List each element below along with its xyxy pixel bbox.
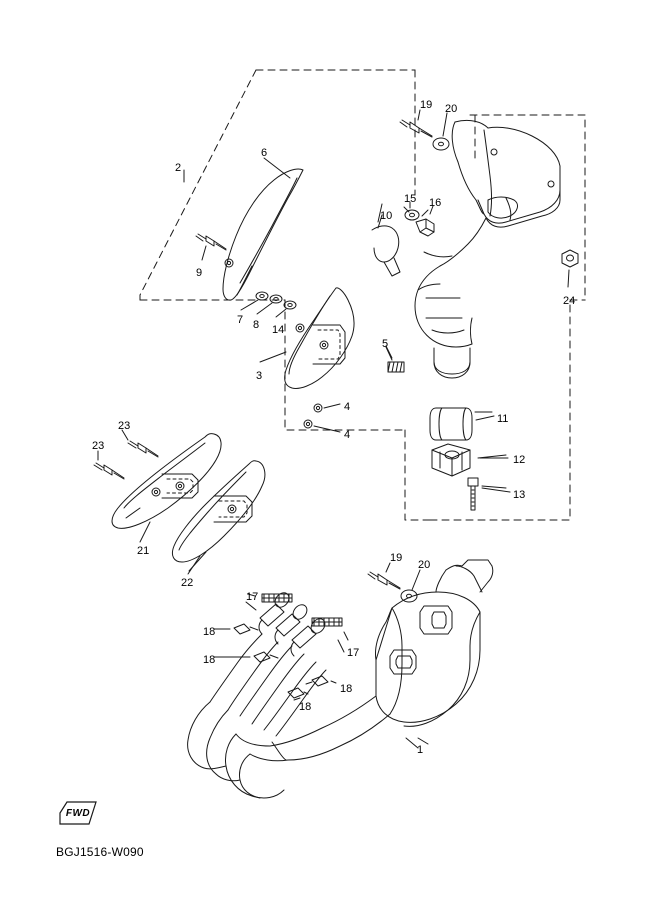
part-code-label: BGJ1516-W090 (56, 845, 144, 859)
fwd-badge (58, 800, 98, 826)
callout-number-11: 11 (497, 413, 509, 425)
callout-number-15: 15 (404, 193, 417, 205)
callout-number-14: 14 (272, 324, 285, 336)
part-1-exhaust-system (188, 560, 493, 798)
part-6-upper-cover (223, 169, 303, 300)
part-13-bolt (468, 478, 506, 510)
part-9-bolt (196, 234, 226, 250)
part-17-springs (246, 591, 348, 640)
dashed-group-upper-left (140, 70, 415, 300)
muffler-upper-body (415, 120, 560, 378)
callout-leaders (140, 158, 510, 748)
callout-number-13: 13 (513, 489, 526, 501)
part-23-bolts (94, 430, 158, 479)
part-15-16-fasteners (404, 207, 434, 236)
callout-number-17: 17 (347, 647, 360, 659)
callout-number-17: 17 (246, 591, 259, 603)
part-7-8-14-washers (241, 292, 296, 317)
callout-number-8: 8 (253, 319, 260, 331)
callout-number-18: 18 (299, 701, 312, 713)
callout-number-4: 4 (344, 401, 351, 413)
callout-number-19: 19 (420, 99, 433, 111)
fwd-label: FWD (65, 807, 91, 819)
callout-number-20: 20 (445, 103, 458, 115)
part-19-20-upper (400, 110, 449, 150)
part-24-nut (562, 250, 578, 287)
callout-number-6: 6 (261, 147, 268, 159)
callout-number-23: 23 (92, 440, 105, 452)
callout-number-18: 18 (203, 626, 216, 638)
callout-number-22: 22 (181, 577, 194, 589)
callout-number-3: 3 (256, 370, 263, 382)
callout-number-5: 5 (382, 338, 389, 350)
part-10-bracket (372, 215, 400, 276)
callout-number-23: 23 (118, 420, 131, 432)
callout-number-16: 16 (429, 197, 442, 209)
callout-number-9: 9 (196, 267, 203, 279)
callout-number-12: 12 (513, 454, 526, 466)
part-11-ring (430, 408, 492, 440)
callout-number-21: 21 (137, 545, 150, 557)
part-21-guard (112, 434, 221, 529)
callout-number-19: 19 (390, 552, 403, 564)
callout-number-10: 10 (380, 210, 393, 222)
dashed-group-middle (285, 300, 585, 430)
part-12-clamp (432, 444, 506, 476)
callout-number-20: 20 (418, 559, 431, 571)
callout-number-18: 18 (203, 654, 216, 666)
callout-number-1: 1 (417, 744, 424, 756)
part-22-guard (172, 461, 264, 571)
callout-number-4: 4 (344, 429, 351, 441)
callout-number-7: 7 (237, 314, 244, 326)
callout-number-2: 2 (175, 162, 182, 174)
callout-number-24: 24 (563, 295, 576, 307)
callout-number-18: 18 (340, 683, 353, 695)
